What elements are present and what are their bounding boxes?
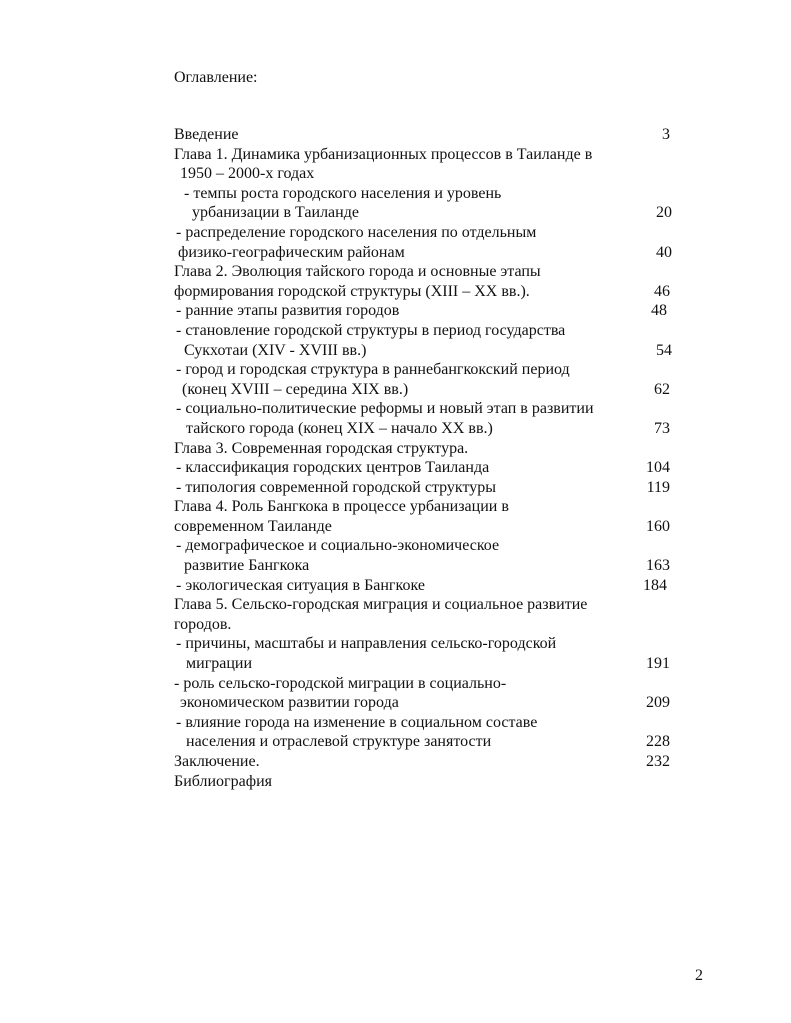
toc-entry-text: - экологическая ситуация в Бангкоке xyxy=(176,576,425,594)
toc-entry-text: городов. xyxy=(174,615,232,633)
toc-entry xyxy=(0,634,791,654)
toc-entry-page: 228 xyxy=(646,733,670,751)
toc-entry-page: 163 xyxy=(646,557,670,575)
toc-entry-text: - город и городская структура в раннебангкокский период xyxy=(176,361,570,379)
toc-entry xyxy=(0,262,791,282)
toc-entry-page: 48 xyxy=(651,302,667,320)
toc-entry xyxy=(0,752,791,772)
toc-entry-text: - влияние города на изменение в социальном составе xyxy=(176,713,538,731)
toc-entry-text: - демографическое и социально-экономическое xyxy=(176,537,500,555)
toc-entry xyxy=(0,164,791,184)
toc-entry-text: 1950 – 2000-х годах xyxy=(180,165,315,183)
toc-entry xyxy=(0,439,791,459)
toc-entry-page: 184 xyxy=(643,576,667,594)
toc-entry-text: тайского города (конец XIX – начало XX вв.) xyxy=(186,419,493,437)
toc-entry-text: Глава 5. Сельско-городская миграция и социальное развитие xyxy=(174,596,588,614)
toc-entry-page: 54 xyxy=(656,341,672,359)
toc-entry xyxy=(0,243,791,263)
toc-entry-text: - роль сельско-городской миграции в социально- xyxy=(174,674,507,692)
toc-entry xyxy=(0,713,791,733)
toc-entry-text: миграции xyxy=(186,655,253,673)
toc-entry xyxy=(0,321,791,341)
toc-entry xyxy=(0,301,791,321)
toc-entry-page: 46 xyxy=(654,282,670,300)
toc-entry-text: Сукхотаи (XIV - XVIII вв.) xyxy=(184,341,367,359)
toc-entry-text: экономическом развитии города xyxy=(180,694,399,712)
toc-entry-page: 20 xyxy=(656,204,672,222)
toc-entry xyxy=(0,341,791,361)
toc-entry xyxy=(0,419,791,439)
toc-entry-text: развитие Бангкока xyxy=(184,557,310,575)
toc-entry-text: (конец XVIII – середина XIX вв.) xyxy=(182,380,409,398)
toc-entry xyxy=(0,576,791,596)
toc-entry-page: 40 xyxy=(656,243,672,261)
toc-entry xyxy=(0,399,791,419)
toc-entry-page: 209 xyxy=(646,694,670,712)
toc-entry-text: Библиография xyxy=(174,772,272,790)
toc-entry-text: Заключение. xyxy=(174,753,260,770)
toc-entry-text: Глава 1. Динамика урбанизационных процессов в Таиланде в xyxy=(174,145,593,163)
toc-entry-text: современном Таиланде xyxy=(174,517,332,535)
toc-entry xyxy=(0,732,791,752)
toc-entry xyxy=(0,458,791,478)
toc-entry xyxy=(0,184,791,204)
toc-entry-text: урбанизации в Таиланде xyxy=(192,204,359,222)
toc-entry-text: физико-географическим районам xyxy=(178,243,405,261)
page-number: 2 xyxy=(695,967,703,984)
toc-entry-text: - распределение городского населения по отдельным xyxy=(176,223,537,241)
toc-entry-text: - социально-политические реформы и новый этап в развитии xyxy=(176,400,594,418)
toc-entry xyxy=(0,772,791,792)
toc-entry xyxy=(0,615,791,635)
toc-entry-text: - становление городской структуры в период государства xyxy=(176,321,566,339)
toc-entry xyxy=(0,536,791,556)
toc-entry-text: - классификация городских центров Таиланда xyxy=(176,459,490,477)
toc-entry xyxy=(0,223,791,243)
toc-entry-text: Глава 4. Роль Бангкока в процессе урбанизации в xyxy=(174,498,509,516)
toc-entry-page: 160 xyxy=(646,517,670,535)
toc-entry-text: - ранние этапы развития городов xyxy=(176,302,400,320)
toc-entry-page: 232 xyxy=(646,753,670,770)
toc-entry-text: Глава 2. Эволюция тайского города и основные этапы xyxy=(174,263,541,281)
toc-entry-text: Введение xyxy=(174,126,239,143)
toc-entry xyxy=(0,125,791,145)
toc-entry xyxy=(0,203,791,223)
toc-entry-text: - причины, масштабы и направления сельско-городской xyxy=(176,635,557,653)
toc-entry xyxy=(0,497,791,517)
toc-entry xyxy=(0,595,791,615)
toc-entry xyxy=(0,282,791,302)
toc-entry-page: 119 xyxy=(646,478,670,496)
toc-entry xyxy=(0,674,791,694)
toc-entry-page: 62 xyxy=(654,380,670,398)
toc-entry xyxy=(0,556,791,576)
toc-entry-text: - темпы роста городского населения и уровень xyxy=(184,184,502,202)
table-of-contents xyxy=(0,125,791,791)
toc-entry-text: - типология современной городской структуры xyxy=(176,478,497,496)
toc-entry xyxy=(0,360,791,380)
toc-entry xyxy=(0,654,791,674)
toc-entry xyxy=(0,517,791,537)
toc-entry-page: 3 xyxy=(662,126,670,143)
toc-heading: Оглавление: xyxy=(174,69,258,86)
toc-entry-page: 191 xyxy=(646,655,670,673)
toc-entry-text: Глава 3. Современная городская структура. xyxy=(174,439,469,457)
toc-entry-text: формирования городской структуры (XIII – XX вв.). xyxy=(174,282,530,300)
toc-entry-page: 104 xyxy=(646,459,670,477)
toc-entry-page: 73 xyxy=(654,419,670,437)
toc-entry xyxy=(0,380,791,400)
toc-entry xyxy=(0,478,791,498)
toc-entry xyxy=(0,145,791,165)
toc-entry-text: населения и отраслевой структуре занятости xyxy=(186,733,492,751)
toc-entry xyxy=(0,693,791,713)
